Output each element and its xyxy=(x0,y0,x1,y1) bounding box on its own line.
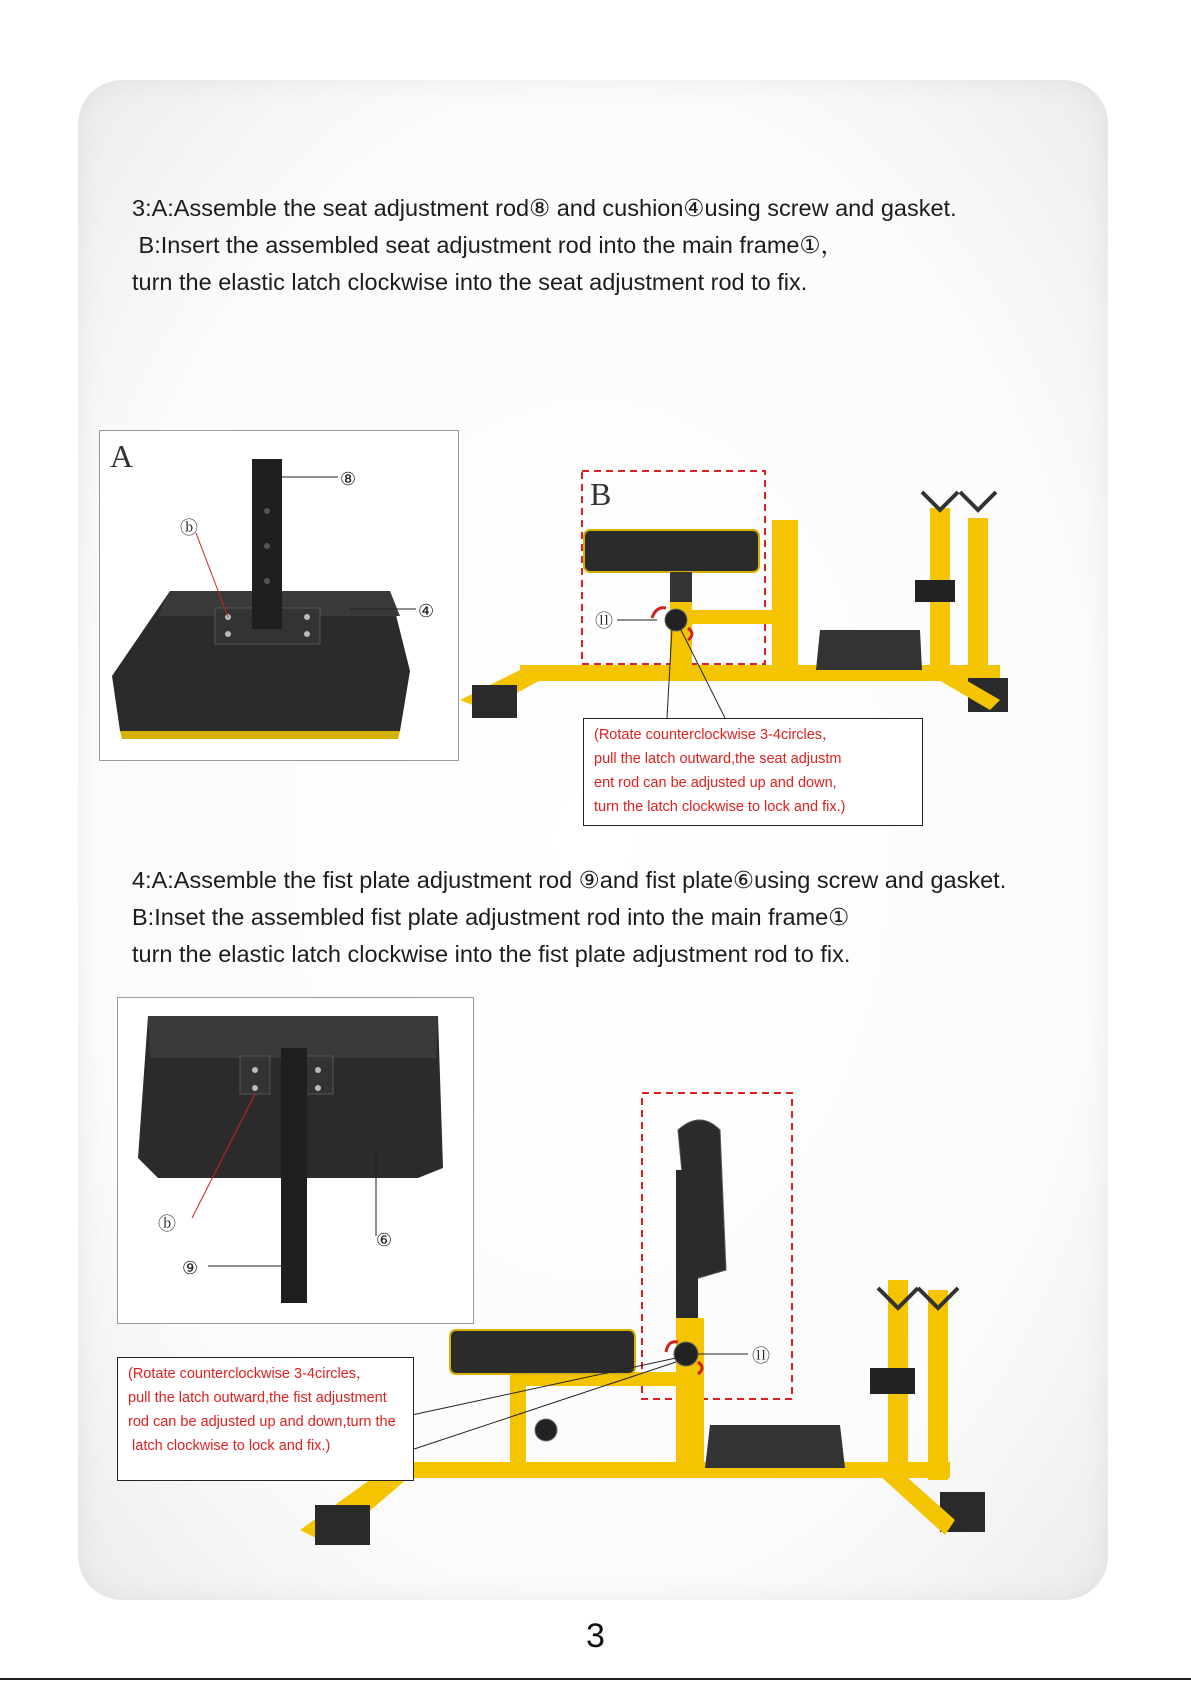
figure-a-letter: A xyxy=(110,438,134,474)
step3-line1: 3:A:Assemble the seat adjustment rod⑧ and cushion④using screw and gasket. xyxy=(132,195,957,221)
figure-b-letter: B xyxy=(590,476,612,512)
figure-c-label-rod: ⑨ xyxy=(182,1258,199,1279)
figure-b-note: (Rotate counterclockwise 3-4circles， pull the latch outward,the seat adjustm ent rod can be adjusted up and down, turn the latch clockwise to lock and fix.) xyxy=(583,718,923,826)
step4-line3: turn the elastic latch clockwise into the fist plate adjustment rod to fix. xyxy=(132,941,851,967)
figure-a-label-rod: ⑧ xyxy=(340,469,357,490)
footer-rule xyxy=(0,1678,1191,1680)
figure-d-label-latch: ⑪ xyxy=(752,1346,770,1367)
figure-b-label-latch: ⑪ xyxy=(595,611,613,632)
step4-line1: 4:A:Assemble the fist plate adjustment rod ⑨and fist plate⑥using screw and gasket. xyxy=(132,867,1007,893)
figure-c-label-plate: ⑥ xyxy=(376,1230,393,1251)
figure-a-label-screw: ⓑ xyxy=(180,518,198,539)
figure-a-photo xyxy=(99,430,459,761)
figure-b-photo xyxy=(460,470,1080,730)
figure-c-label-screw: ⓑ xyxy=(158,1214,176,1235)
figure-a-label-cushion: ④ xyxy=(418,601,435,622)
figure-d-photo xyxy=(300,1090,1090,1570)
figure-d-note: (Rotate counterclockwise 3-4circles， pull the latch outward,the fist adjustment rod can be adjusted up and down,turn the latch clockwise to lock and fix.) xyxy=(117,1357,414,1481)
step3-line2: B:Insert the assembled seat adjustment rod into the main frame①， xyxy=(132,232,845,258)
page-number: 3 xyxy=(586,1617,605,1655)
step3-line3: turn the elastic latch clockwise into the seat adjustment rod to fix. xyxy=(132,269,808,295)
step4-line2: B:Inset the assembled fist plate adjustment rod into the main frame① xyxy=(132,904,850,930)
